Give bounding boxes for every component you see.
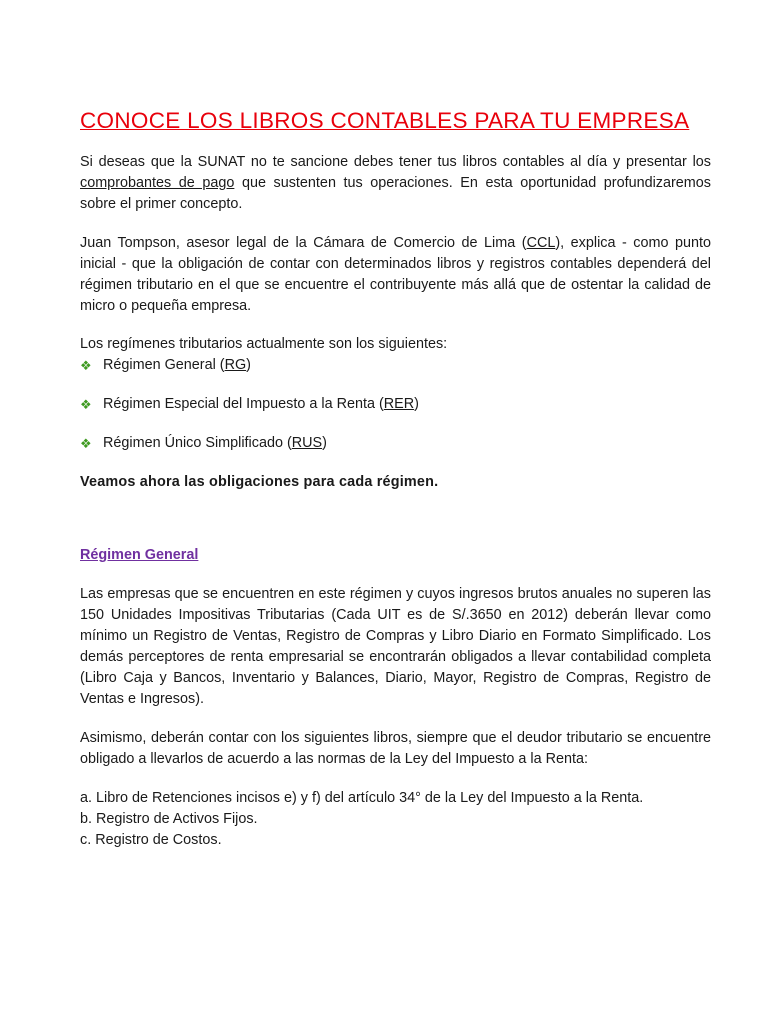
ccl-paragraph [80,233,711,317]
diamond-bullet-icon: ❖ [80,436,92,451]
list-item: b. Registro de Activos Fijos. [80,811,258,827]
diamond-bullet-icon: ❖ [80,358,92,373]
ccl-text-before: Juan Tompson, asesor legal de la Cámara de Comercio de Lima ( [80,235,527,251]
rg-paragraph-2: Asimismo, deberán contar con los siguientes libros, siempre que el deudor tributario se encuentre obligado a llevarlos de acuerdo a las normas de la Ley del Impuesto a la Renta: [80,730,711,767]
document-page [80,108,711,851]
rg-paragraph-1: Las empresas que se encuentren en este régimen y cuyos ingresos brutos anuales no superen las 150 Unidades Impositivas Tributarias (Cada UIT es de S/.3650 en 2012) deberán llevar como mínimo un Registro de Ventas, Registro de Compras y Libro Diario en Formato Simplificado. Los demás perceptores de renta empresarial se encontrarán obligados a llevar contabilidad completa (Libro Caja y Bancos, Inventario y Balances, Diario, Mayor, Registro de Compras, Registro de Ventas e Ingresos). [80,586,711,707]
list-item [80,355,711,376]
obligations-heading: Veamos ahora las obligaciones para cada régimen. [80,474,439,490]
regime-rer-link[interactable]: RER [383,396,415,412]
regimes-list [80,355,711,454]
page-title: CONOCE LOS LIBROS CONTABLES PARA TU EMPRESA [80,108,690,133]
regimes-intro: Los regímenes tributarios actualmente son los siguientes: [80,336,448,352]
list-item: a. Libro de Retenciones incisos e) y f) del artículo 34° de la Ley del Impuesto a la Renta. [80,790,644,806]
intro-paragraph [80,152,711,215]
list-item: c. Registro de Costos. [80,832,222,848]
list-item [80,394,711,415]
intro-text-after: que sustenten tus operaciones. En esta oportunidad profundizaremos sobre el primer concepto. [80,175,711,212]
regime-rus-link[interactable]: RUS [291,435,323,451]
books-list [80,788,711,851]
regime-label: Régimen General (RG) [103,357,251,373]
ccl-text-after: ), explica - como punto inicial - que la obligación de contar con determinados libros y registros contables dependerá del régimen tributario en el que se encuentre el contribuyente más allá que de ostentar la calidad de micro o pequeña empresa. [80,235,711,314]
intro-text-before: Si deseas que la SUNAT no te sancione debes tener tus libros contables al día y presentar los [80,154,711,170]
regime-label: Régimen Especial del Impuesto a la Renta (RER) [103,396,419,412]
ccl-link[interactable]: CCL [526,235,556,251]
regime-rg-link[interactable]: RG [224,357,247,373]
section-title-regimen-general: Régimen General [80,547,199,563]
regime-label: Régimen Único Simplificado (RUS) [103,435,327,451]
list-item [80,433,711,454]
comprobantes-link[interactable]: comprobantes de pago [80,175,235,191]
diamond-bullet-icon: ❖ [80,397,92,412]
